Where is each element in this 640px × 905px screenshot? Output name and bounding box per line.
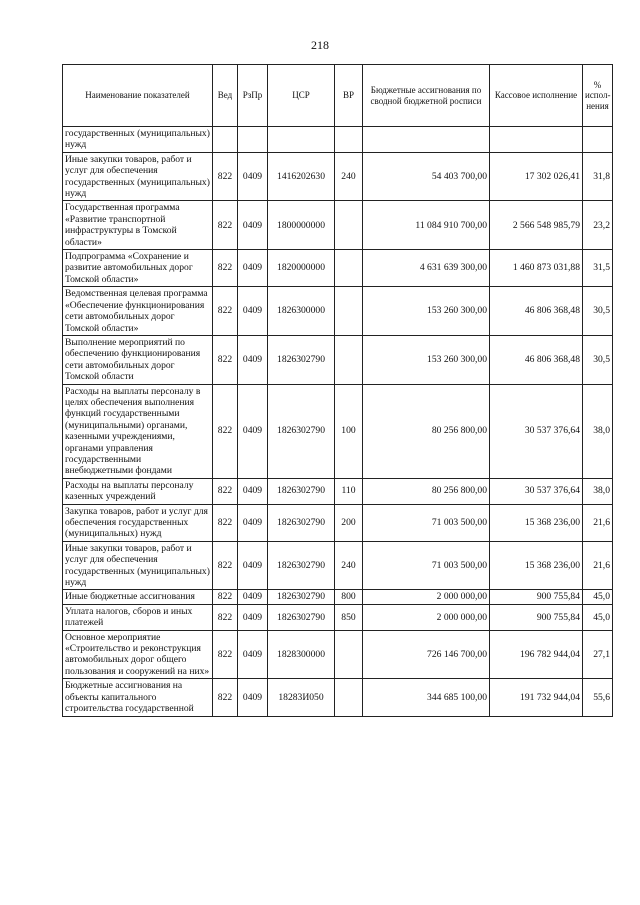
cell-name: Государственная программа «Развитие транспортной инфраструктуры в Томской области»	[63, 201, 213, 250]
cell-pct: 31,8	[583, 152, 613, 201]
cell-rzpr: 0409	[238, 630, 268, 679]
cell-csr: 1826300000	[268, 287, 335, 336]
cell-assign: 80 256 800,00	[363, 384, 490, 478]
cell-ved: 822	[213, 335, 238, 384]
cell-vr: 240	[335, 152, 363, 201]
cell-rzpr: 0409	[238, 152, 268, 201]
cell-pct: 30,5	[583, 335, 613, 384]
cell-ved: 822	[213, 604, 238, 630]
cell-cash: 2 566 548 985,79	[490, 201, 583, 250]
cell-vr	[335, 287, 363, 336]
cell-csr: 1826302790	[268, 478, 335, 504]
cell-csr: 1800000000	[268, 201, 335, 250]
cell-assign: 726 146 700,00	[363, 630, 490, 679]
header-ved: Вед	[213, 65, 238, 127]
cell-rzpr: 0409	[238, 201, 268, 250]
cell-csr: 1826302790	[268, 504, 335, 541]
cell-cash: 191 732 944,04	[490, 679, 583, 716]
header-rzpr: РзПр	[238, 65, 268, 127]
table-row	[63, 604, 613, 630]
table-row	[63, 384, 613, 478]
cell-name: государственных (муниципальных) нужд	[63, 127, 213, 153]
cell-pct: 55,6	[583, 679, 613, 716]
table-row	[63, 679, 613, 716]
budget-table	[62, 64, 613, 717]
header-vr: ВР	[335, 65, 363, 127]
table-row	[63, 250, 613, 287]
header-assign: Бюджетные ассигнования по сводной бюджетной росписи	[363, 65, 490, 127]
table-row	[63, 478, 613, 504]
table-row	[63, 201, 613, 250]
cell-rzpr: 0409	[238, 679, 268, 716]
cell-pct: 45,0	[583, 604, 613, 630]
cell-vr: 850	[335, 604, 363, 630]
cell-assign: 80 256 800,00	[363, 478, 490, 504]
cell-name: Расходы на выплаты персоналу казенных учреждений	[63, 478, 213, 504]
cell-rzpr: 0409	[238, 604, 268, 630]
cell-cash: 46 806 368,48	[490, 335, 583, 384]
header-cash: Кассовое исполнение	[490, 65, 583, 127]
cell-csr: 1828300000	[268, 630, 335, 679]
cell-csr: 1416202630	[268, 152, 335, 201]
header-pct: % испол-нения	[583, 65, 613, 127]
cell-cash: 1 460 873 031,88	[490, 250, 583, 287]
cell-cash: 15 368 236,00	[490, 541, 583, 590]
cell-vr: 800	[335, 590, 363, 604]
cell-rzpr: 0409	[238, 287, 268, 336]
cell-name: Подпрограмма «Сохранение и развитие автомобильных дорог Томской области»	[63, 250, 213, 287]
cell-rzpr: 0409	[238, 335, 268, 384]
cell-pct	[583, 127, 613, 153]
cell-cash: 900 755,84	[490, 590, 583, 604]
cell-pct: 30,5	[583, 287, 613, 336]
cell-name: Выполнение мероприятий по обеспечению функционирования сети автомобильных дорог Томской области	[63, 335, 213, 384]
cell-pct: 23,2	[583, 201, 613, 250]
cell-name: Основное мероприятие «Строительство и реконструкция автомобильных дорог общего пользования и сооружений на них»	[63, 630, 213, 679]
cell-csr: 18283И050	[268, 679, 335, 716]
cell-name: Расходы на выплаты персоналу в целях обеспечения выполнения функций государственными (муниципальными) органами, казенными учреждениями, органами управления государственными внебюджетными фондами	[63, 384, 213, 478]
cell-rzpr: 0409	[238, 541, 268, 590]
cell-pct: 38,0	[583, 478, 613, 504]
cell-cash: 196 782 944,04	[490, 630, 583, 679]
cell-assign: 4 631 639 300,00	[363, 250, 490, 287]
table-body	[63, 127, 613, 717]
table-row	[63, 335, 613, 384]
cell-rzpr: 0409	[238, 478, 268, 504]
cell-ved: 822	[213, 541, 238, 590]
cell-assign: 2 000 000,00	[363, 590, 490, 604]
cell-ved: 822	[213, 590, 238, 604]
cell-assign: 2 000 000,00	[363, 604, 490, 630]
cell-csr: 1826302790	[268, 541, 335, 590]
table-row	[63, 541, 613, 590]
cell-rzpr: 0409	[238, 384, 268, 478]
table-row	[63, 630, 613, 679]
cell-pct: 45,0	[583, 590, 613, 604]
cell-name: Иные закупки товаров, работ и услуг для обеспечения государственных (муниципальных) нужд	[63, 152, 213, 201]
cell-pct: 27,1	[583, 630, 613, 679]
cell-ved: 822	[213, 152, 238, 201]
cell-cash	[490, 127, 583, 153]
cell-vr	[335, 335, 363, 384]
cell-csr: 1826302790	[268, 384, 335, 478]
header-name: Наименование показателей	[63, 65, 213, 127]
cell-cash: 900 755,84	[490, 604, 583, 630]
cell-csr: 1820000000	[268, 250, 335, 287]
cell-assign: 11 084 910 700,00	[363, 201, 490, 250]
table-row	[63, 127, 613, 153]
cell-vr: 100	[335, 384, 363, 478]
table-row	[63, 287, 613, 336]
cell-name: Бюджетные ассигнования на объекты капитального строительства государственной	[63, 679, 213, 716]
cell-csr: 1826302790	[268, 335, 335, 384]
cell-name: Уплата налогов, сборов и иных платежей	[63, 604, 213, 630]
cell-assign: 71 003 500,00	[363, 504, 490, 541]
cell-pct: 38,0	[583, 384, 613, 478]
cell-assign: 153 260 300,00	[363, 287, 490, 336]
cell-name: Иные закупки товаров, работ и услуг для обеспечения государственных (муниципальных) нужд	[63, 541, 213, 590]
table-row	[63, 504, 613, 541]
cell-csr	[268, 127, 335, 153]
cell-cash: 17 302 026,41	[490, 152, 583, 201]
cell-ved: 822	[213, 630, 238, 679]
cell-ved: 822	[213, 201, 238, 250]
table-row	[63, 590, 613, 604]
cell-rzpr: 0409	[238, 504, 268, 541]
cell-ved: 822	[213, 384, 238, 478]
cell-vr	[335, 630, 363, 679]
cell-vr	[335, 201, 363, 250]
cell-vr: 110	[335, 478, 363, 504]
cell-assign	[363, 127, 490, 153]
page-number: 218	[311, 38, 329, 52]
table-header	[63, 65, 613, 127]
cell-rzpr	[238, 127, 268, 153]
cell-pct: 31,5	[583, 250, 613, 287]
cell-rzpr: 0409	[238, 250, 268, 287]
cell-name: Иные бюджетные ассигнования	[63, 590, 213, 604]
cell-cash: 15 368 236,00	[490, 504, 583, 541]
cell-csr: 1826302790	[268, 604, 335, 630]
table-row	[63, 152, 613, 201]
cell-assign: 153 260 300,00	[363, 335, 490, 384]
cell-name: Ведомственная целевая программа «Обеспечение функционирования сети автомобильных дорог Томской области»	[63, 287, 213, 336]
cell-rzpr: 0409	[238, 590, 268, 604]
cell-vr	[335, 127, 363, 153]
cell-assign: 71 003 500,00	[363, 541, 490, 590]
cell-cash: 30 537 376,64	[490, 384, 583, 478]
cell-ved: 822	[213, 287, 238, 336]
cell-cash: 30 537 376,64	[490, 478, 583, 504]
cell-vr: 240	[335, 541, 363, 590]
cell-vr	[335, 679, 363, 716]
cell-pct: 21,6	[583, 541, 613, 590]
cell-vr	[335, 250, 363, 287]
cell-assign: 344 685 100,00	[363, 679, 490, 716]
cell-ved	[213, 127, 238, 153]
header-csr: ЦСР	[268, 65, 335, 127]
cell-ved: 822	[213, 250, 238, 287]
cell-cash: 46 806 368,48	[490, 287, 583, 336]
cell-vr: 200	[335, 504, 363, 541]
cell-ved: 822	[213, 679, 238, 716]
cell-ved: 822	[213, 478, 238, 504]
cell-csr: 1826302790	[268, 590, 335, 604]
cell-assign: 54 403 700,00	[363, 152, 490, 201]
cell-pct: 21,6	[583, 504, 613, 541]
cell-ved: 822	[213, 504, 238, 541]
cell-name: Закупка товаров, работ и услуг для обеспечения государственных (муниципальных) нужд	[63, 504, 213, 541]
